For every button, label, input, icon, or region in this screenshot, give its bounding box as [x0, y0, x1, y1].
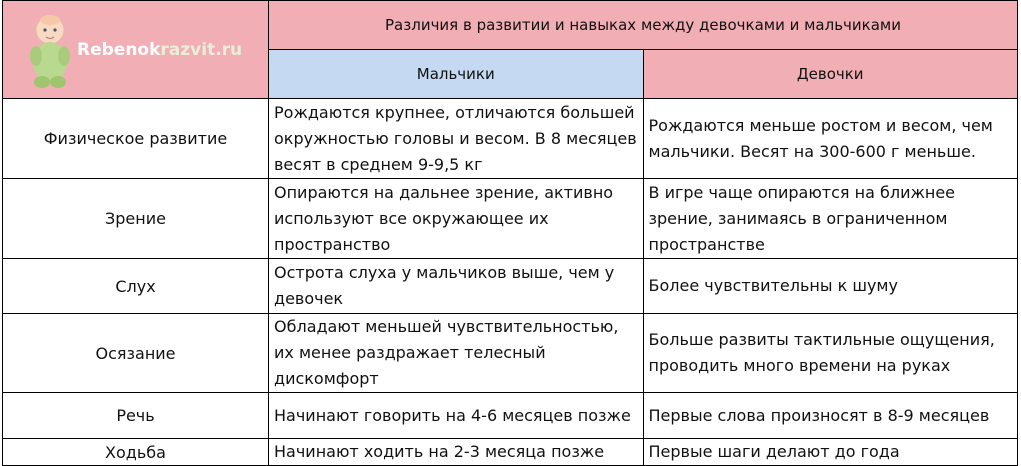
logo-text-part2: razvit.ru	[160, 39, 243, 60]
boys-cell: Острота слуха у мальчиков выше, чем у девочек	[269, 259, 644, 314]
logo-text	[77, 40, 242, 60]
column-header-boys: Мальчики	[269, 50, 644, 99]
girls-cell: Первые шаги делают до года	[643, 439, 1018, 466]
row-label: Слух	[3, 259, 269, 314]
table-row	[3, 179, 1018, 259]
boys-cell: Рождаются крупнее, отличаются большей окружностью головы и весом. В 8 месяцев весят в среднем 9-9,5 кг	[269, 99, 644, 179]
logo-text-part1: Rebenok	[77, 39, 161, 60]
row-label: Зрение	[3, 179, 269, 259]
table-row	[3, 99, 1018, 179]
comparison-table	[2, 0, 1018, 466]
boys-cell: Начинают говорить на 4-6 месяцев позже	[269, 393, 644, 439]
boys-cell: Опираются на дальнее зрение, активно используют все окружающее их пространство	[269, 179, 644, 259]
logo-cell	[3, 1, 269, 99]
table-row	[3, 259, 1018, 314]
table-title: Различия в развитии и навыках между девочками и мальчиками	[269, 1, 1018, 50]
row-label: Осязание	[3, 314, 269, 393]
baby-icon	[25, 12, 75, 90]
row-label: Физическое развитие	[3, 99, 269, 179]
row-label: Ходьба	[3, 439, 269, 466]
column-header-girls: Девочки	[643, 50, 1018, 99]
table-row	[3, 393, 1018, 439]
table-row	[3, 314, 1018, 393]
girls-cell: В игре чаще опираются на ближнее зрение, занимаясь в ограниченном пространстве	[643, 179, 1018, 259]
row-label: Речь	[3, 393, 269, 439]
girls-cell: Более чувствительны к шуму	[643, 259, 1018, 314]
boys-cell: Обладают меньшей чувствительностью, их менее раздражает телесный дискомфорт	[269, 314, 644, 393]
girls-cell: Больше развиты тактильные ощущения, проводить много времени на руках	[643, 314, 1018, 393]
girls-cell: Первые слова произносят в 8-9 месяцев	[643, 393, 1018, 439]
girls-cell: Рождаются меньше ростом и весом, чем мальчики. Весят на 300-600 г меньше.	[643, 99, 1018, 179]
site-logo	[3, 2, 268, 98]
boys-cell: Начинают ходить на 2-3 месяца позже	[269, 439, 644, 466]
